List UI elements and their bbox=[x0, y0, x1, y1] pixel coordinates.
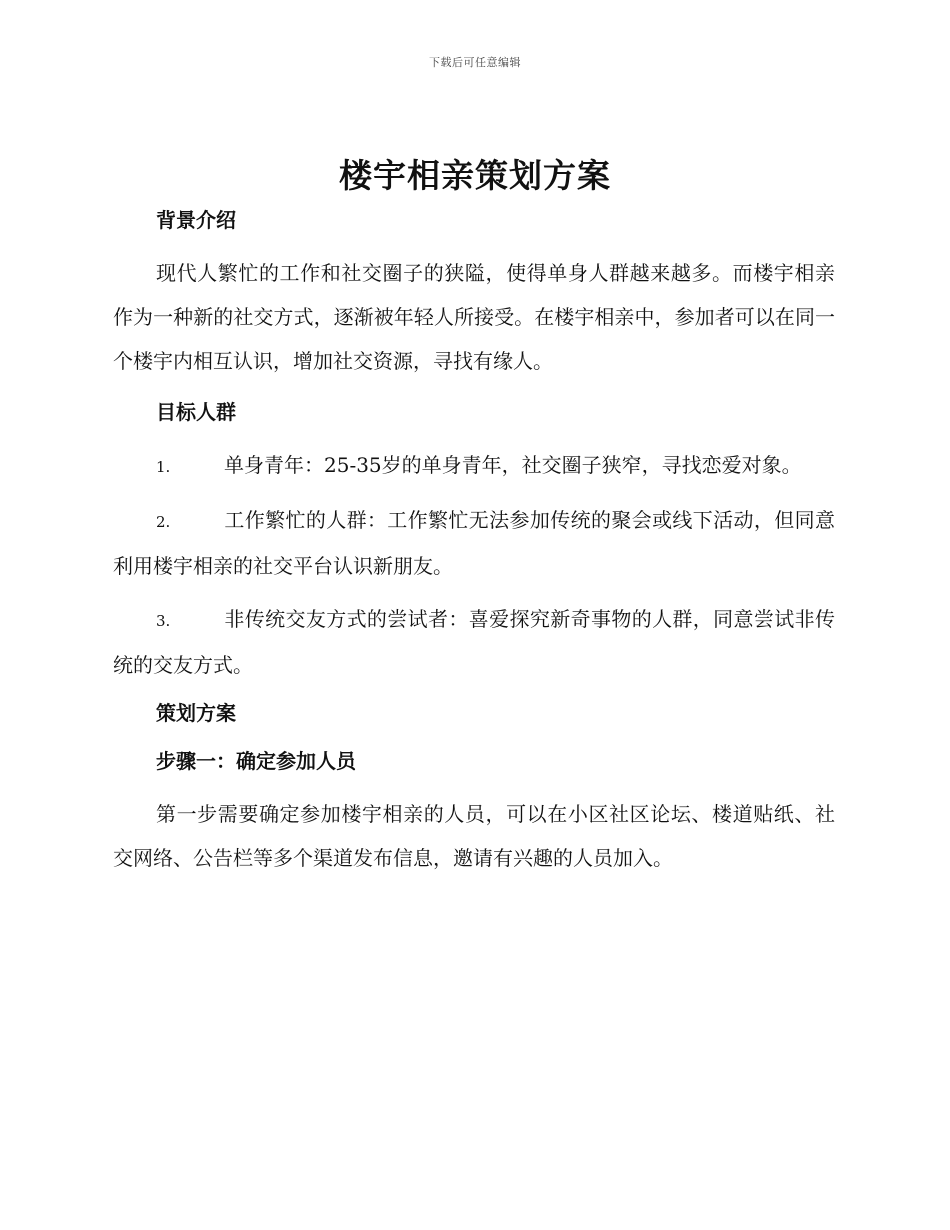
list-item bbox=[113, 443, 835, 489]
list-number: 2. bbox=[156, 513, 171, 531]
list-item-text: 非传统交友方式的尝试者：喜爱探究新奇事物的人群，同意尝试非传统的交友方式。 bbox=[113, 607, 835, 677]
list-item bbox=[113, 597, 835, 687]
list-number: 3. bbox=[156, 612, 171, 630]
list-number: 1. bbox=[156, 458, 171, 476]
list-item-text: 工作繁忙的人群：工作繁忙无法参加传统的聚会或线下活动，但同意利用楼宇相亲的社交平台认识新朋友。 bbox=[113, 508, 835, 578]
step1-paragraph: 第一步需要确定参加楼宇相亲的人员，可以在小区社区论坛、楼道贴纸、社交网络、公告栏等多个渠道发布信息，邀请有兴趣的人员加入。 bbox=[113, 802, 835, 870]
section-heading-plan: 策划方案 bbox=[156, 701, 236, 725]
list-item-text: 单身青年：25-35岁的单身青年，社交圈子狭窄，寻找恋爱对象。 bbox=[224, 453, 802, 477]
step1-heading: 步骤一：确定参加人员 bbox=[156, 749, 356, 773]
section-heading-background: 背景介绍 bbox=[156, 208, 236, 232]
background-paragraph: 现代人繁忙的工作和社交圈子的狭隘，使得单身人群越来越多。而楼宇相亲作为一种新的社交方式，逐渐被年轻人所接受。在楼宇相亲中，参加者可以在同一个楼宇内相互认识，增加社交资源，寻找有缘人。 bbox=[113, 261, 835, 373]
header-note: 下载后可任意编辑 bbox=[429, 56, 521, 69]
list-item bbox=[113, 498, 835, 588]
document-body bbox=[113, 203, 835, 892]
section-heading-target: 目标人群 bbox=[156, 400, 236, 424]
document-title: 楼宇相亲策划方案 bbox=[339, 156, 611, 195]
